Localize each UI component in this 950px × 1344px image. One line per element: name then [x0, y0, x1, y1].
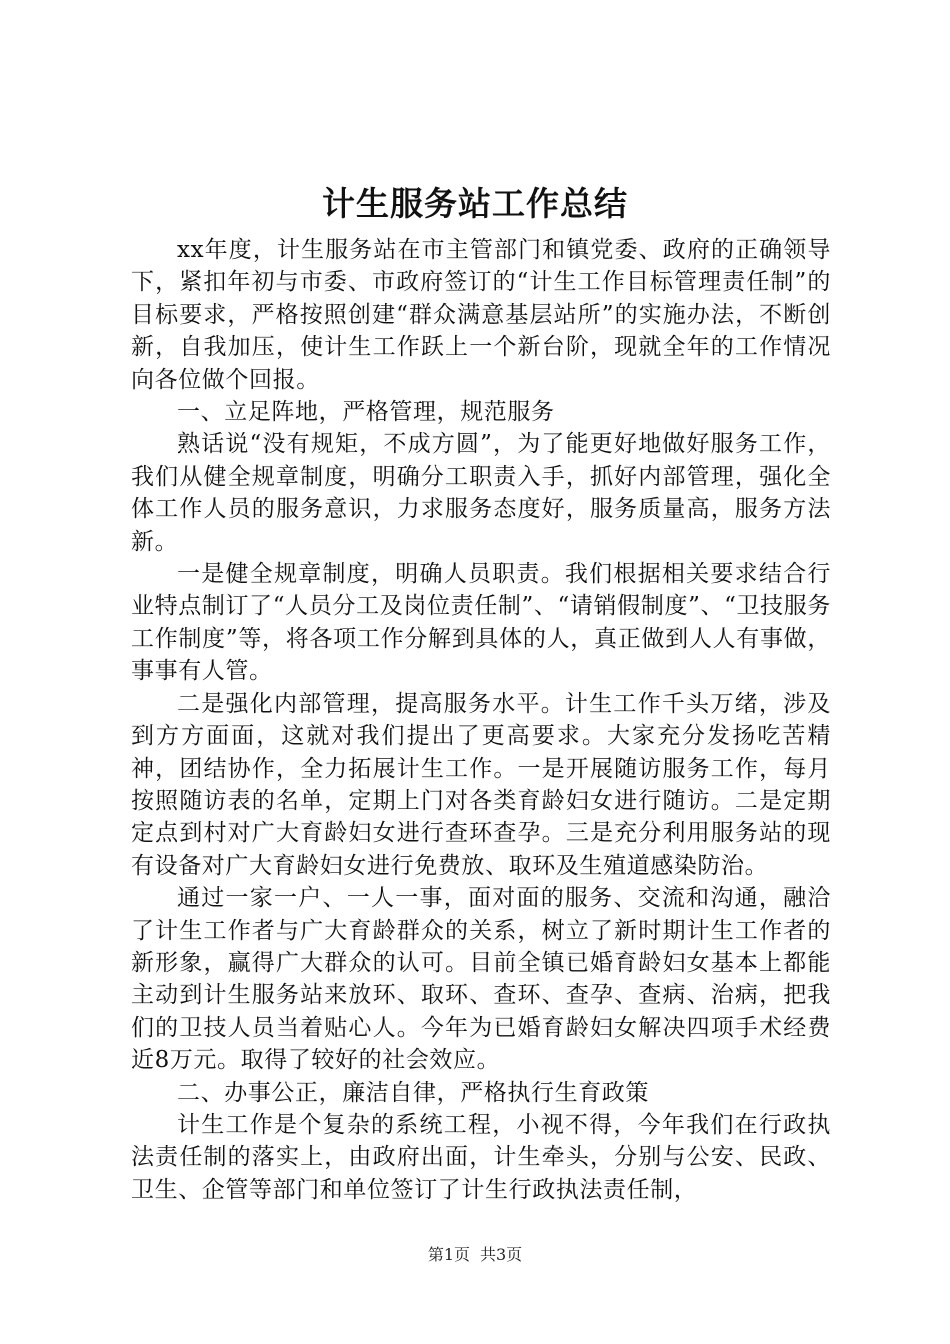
body-paragraph: 计生工作是个复杂的系统工程，小视不得，今年我们在行政执法责任制的落实上，由政府出面，计生牵头，分别与公安、民政、卫生、企管等部门和单位签订了计生行政执法责任制，: [131, 1111, 831, 1203]
document-body: [131, 234, 831, 1206]
page-footer: [0, 1244, 950, 1266]
body-paragraph: 熟话说“没有规矩，不成方圆”，为了能更好地做好服务工作，我们从健全规章制度，明确分工职责入手，抓好内部管理，强化全体工作人员的服务意识，力求服务态度好，服务质量高，服务方法新。: [131, 431, 831, 555]
body-paragraph: 通过一家一户、一人一事，面对面的服务、交流和沟通，融洽了计生工作者与广大育龄群众的关系，树立了新时期计生工作者的新形象，赢得广大群众的认可。目前全镇已婚育龄妇女基本上都能主动到计生服务站来放环、取环、查环、查孕、查病、治病，把我们的卫技人员当着贴心人。今年为已婚育龄妇女解决四项手术经费近8万元。取得了较好的社会效应。: [131, 885, 831, 1074]
section-heading-1: 一、立足阵地，严格管理，规范服务: [177, 399, 555, 426]
intro-paragraph: xx年度，计生服务站在市主管部门和镇党委、政府的正确领导下，紧扣年初与市委、市政府签订的“计生工作目标管理责任制”的目标要求，严格按照创建“群众满意基层站所”的实施办法，不断创新，自我加压，使计生工作跃上一个新台阶，现就全年的工作情况向各位做个回报。: [131, 237, 831, 393]
body-paragraph: 二是强化内部管理，提高服务水平。计生工作千头万绪，涉及到方方面面，这就对我们提出了更高要求。大家充分发扬吃苦精神，团结协作，全力拓展计生工作。一是开展随访服务工作，每月按照随访表的名单，定期上门对各类育龄妇女进行随访。二是定期定点到村对广大育龄妇女进行查环查孕。三是充分利用服务站的现有设备对广大育龄妇女进行免费放、取环及生殖道感染防治。: [131, 690, 831, 879]
document-title: 计生服务站工作总结: [322, 184, 628, 223]
page-number: 第1页: [427, 1245, 470, 1264]
body-paragraph: 一是健全规章制度，明确人员职责。我们根据相关要求结合行业特点制订了“人员分工及岗位责任制”、“请销假制度”、“卫技服务工作制度”等，将各项工作分解到具体的人，真正做到人人有事做，事事有人管。: [131, 561, 831, 685]
section-heading-2: 二、办事公正，廉洁自律，严格执行生育政策: [177, 1079, 649, 1106]
page-total: 共3页: [480, 1245, 523, 1264]
